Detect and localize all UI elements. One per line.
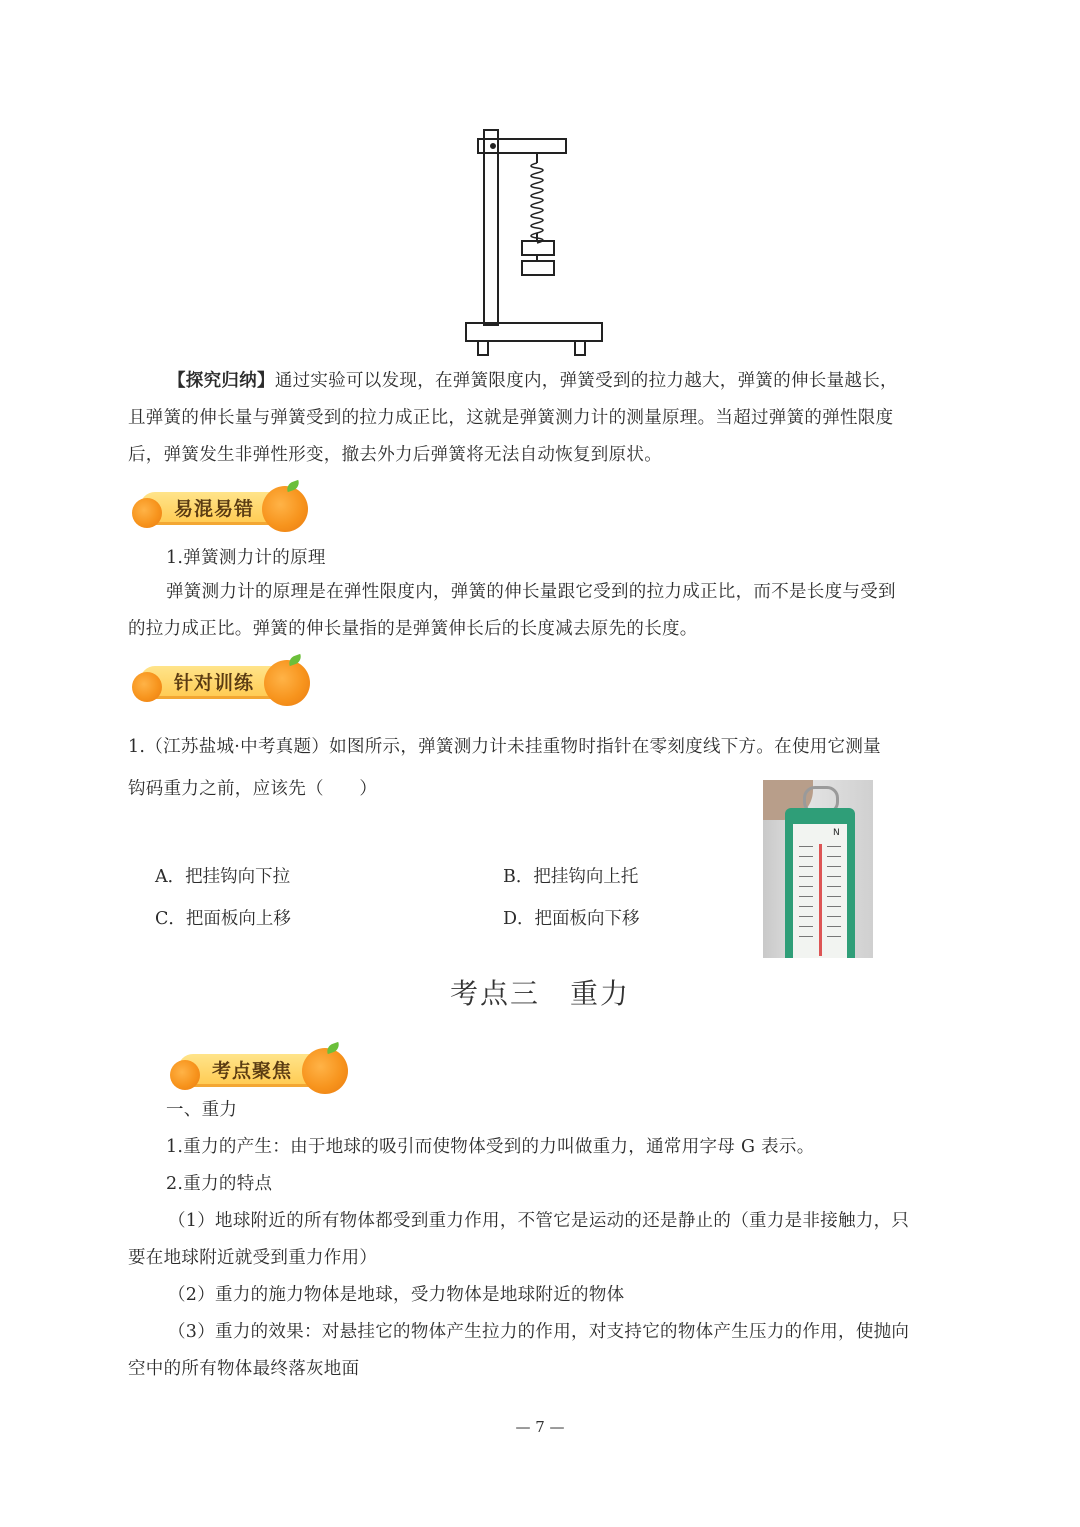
gravity-heading: 一、重力 — [166, 1100, 238, 1120]
gravity-p2: 2.重力的特点 — [166, 1174, 273, 1194]
orange-icon — [262, 486, 308, 532]
badge-confusing-label: 易混易错 — [174, 498, 255, 520]
confusing-item-title: 1.弹簧测力计的原理 — [166, 548, 326, 568]
confusing-line-1: 弹簧测力计的原理是在弹性限度内，弹簧的伸长量跟它受到的拉力成正比，而不是长度与受到 — [166, 582, 896, 602]
stand-foot-left — [478, 341, 488, 355]
badge-focus — [168, 1044, 353, 1092]
orange-icon — [264, 660, 310, 706]
badge-training-label: 针对训练 — [174, 672, 255, 694]
badge-training — [130, 656, 315, 704]
scale-face — [793, 824, 847, 958]
page-number: — 7 — — [515, 1418, 565, 1436]
gravity-p5-line-2: 空中的所有物体最终落灰地面 — [128, 1359, 360, 1379]
stand-pole — [484, 130, 498, 325]
question-line-2: 钩码重力之前，应该先（ ） — [128, 779, 378, 799]
summary-tag: 【探究归纳】 — [168, 371, 275, 391]
orange-icon — [302, 1048, 348, 1094]
gravity-p4: （2）重力的施力物体是地球，受力物体是地球附近的物体 — [168, 1285, 625, 1305]
question-line-1: 1.（江苏盐城·中考真题）如图所示，弹簧测力计未挂重物时指针在零刻度线下方。在使用它测量 — [128, 737, 881, 757]
weight-bottom — [522, 261, 554, 275]
summary-line-2: 且弹簧的伸长量与弹簧受到的拉力成正比，这就是弹簧测力计的测量原理。当超过弹簧的弹性限度 — [128, 408, 894, 428]
badge-focus-label: 考点聚焦 — [212, 1060, 293, 1082]
spring-coil — [531, 163, 543, 243]
option-a: A．把挂钩向下拉 — [155, 867, 291, 887]
stand-foot-right — [575, 341, 585, 355]
section-title: 考点三 重力 — [449, 977, 630, 1010]
gravity-p3-line-1: （1）地球附近的所有物体都受到重力作用，不管它是运动的还是静止的（重力是非接触力，只 — [168, 1211, 910, 1231]
spring-apparatus-diagram — [460, 125, 610, 360]
option-c: C．把面板向上移 — [155, 909, 291, 929]
option-d: D．把面板向下移 — [503, 909, 640, 929]
spring-scale-photo — [763, 780, 873, 958]
summary-line-3: 后，弹簧发生非弹性形变，撤去外力后弹簧将无法自动恢复到原状。 — [128, 445, 662, 465]
orange-icon — [132, 672, 162, 702]
scale-body — [785, 808, 855, 958]
orange-icon — [132, 498, 162, 528]
gravity-p1: 1.重力的产生：由于地球的吸引而使物体受到的力叫做重力，通常用字母 G 表示。 — [166, 1137, 815, 1157]
gravity-p5-line-1: （3）重力的效果：对悬挂它的物体产生拉力的作用，对支持它的物体产生压力的作用，使抛向 — [168, 1322, 910, 1342]
option-b: B．把挂钩向上托 — [503, 867, 639, 887]
summary-line-1 — [128, 370, 953, 392]
gravity-p3-line-2: 要在地球附近就受到重力作用） — [128, 1248, 378, 1268]
summary-line-1-text: 通过实验可以发现，在弹簧限度内，弹簧受到的拉力越大，弹簧的伸长量越长， — [274, 371, 898, 391]
confusing-line-2: 的拉力成正比。弹簧的伸长量指的是弹簧伸长后的长度减去原先的长度。 — [128, 619, 698, 639]
scale-unit-label: N — [833, 828, 840, 838]
orange-icon — [170, 1060, 200, 1090]
badge-confusing — [130, 482, 315, 530]
